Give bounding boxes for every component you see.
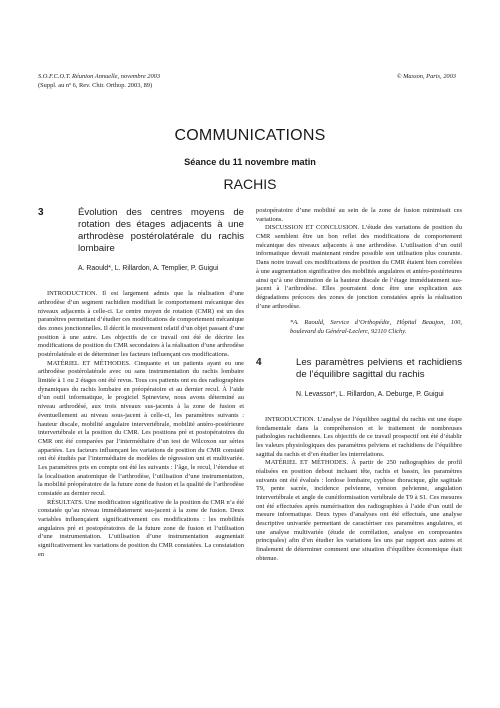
right-column xyxy=(256,207,462,564)
left-column xyxy=(38,207,244,560)
copyright-notice: © Masson, Paris, 2003 xyxy=(396,73,456,80)
results-paragraph: RÉSULTATS. Une modification significative de la position du CMR n’a été constatée qu’au niveau immédiatement sus-jacent à la zone de fusion. Deux variables influençaient significativement ces modifications : les mobilités angulaires pré et postopératoires de la future zone de fusion et l’utilisation d’une instrumentation. L’utilisation d’une instrumentation augmentait significativement les variations de position du CMR constatées. La constatation en xyxy=(38,498,244,558)
section-title: COMMUNICATIONS xyxy=(174,127,326,144)
article-number: 3 xyxy=(38,207,44,218)
introduction-paragraph: INTRODUCTION. Il est largement admis que la réalisation d’une arthrodèse d’un segment rachidien modifiait le comportement mécanique des niveaux adjacents à celle-ci. Le centre moyen de rotation (CMR) est un des paramètres permettant d’étudier ces modifications de comportement mécanique des zones jonctionnelles. Il décrit le mouvement relatif d’un objet passant d’une position à une autre. Les objectifs de ce travail ont été de décrire les modifications de position du CMR secondaires à la réalisation d’une arthrodèse postérolatérale et de déterminer les facteurs influençant ces modifications. xyxy=(38,290,244,359)
rubric-heading: RACHIS xyxy=(223,176,277,192)
discussion-paragraph: DISCUSSION ET CONCLUSION. L’étude des variations de position du CMR semblent être un bon reflet des modifications de comportement mécanique des niveaux adjacents à une arthrodèse. L’utilisation d’un outil informatique devrait maintenant rendre possible son utilisation plus courante. Dans notre travail ces modifications de position du CMR étaient bien corrélées à une augmentation significative des mobilités angulaires et antéro-postérieures ainsi qu’à une diminution de la hauteur discale de l’étage immédiatement sus-jacent à l’arthrodèse. Elles pourraient donc être une explication aux dégradations précoces des zones de jonction constatées après la réalisation d’une arthrodèse. xyxy=(256,224,462,310)
running-header-left xyxy=(38,73,278,90)
article-title: Les paramètres pelviens et rachidiens de l’équilibre sagittal du rachis xyxy=(296,356,462,380)
methods-paragraph: MATÉRIEL ET MÉTHODES. À partir de 250 radiographies de profil réalisées en position debout incluant tête, rachis et bassin, les paramètres suivants ont été évalués : lordose lombaire, cyphose thoracique, gîte sagittale T9, pente sacrée, incidence pelvienne, version pelvienne, angulation intervertébrale et angle de cunéiformisation vertébrale de T9 à S1. Ces mesures ont été effectuées après numérisation des radiographies à l’aide d’un outil de mesure informatique. Deux types d’analyses ont été effectués, une analyse descriptive univariée permettant de caractériser ces paramètres angulaires, et une analyse multivariée (étude de corrélation, analyse en composantes principales) afin d’en étudier les variations les uns par rapport aux autres et finalement de déterminer comment une situation d’équilibre économique était obtenue. xyxy=(256,459,462,562)
supplement-reference: (Suppl. au nº 6, Rev. Chir. Orthop. 2003, 89) xyxy=(38,81,153,89)
article-authors: N. Levassor*, L. Rillardon, A. Deburge, P. Guigui xyxy=(296,390,444,398)
methods-paragraph: MATÉRIEL ET MÉTHODES. Cinquante et un patients ayant eu une arthrodèse postérolatérale avec ou sans instrumentation du rachis lombaire limitée à 1 ou 2 étages ont été revus. Tous ces patients ont eu des radiographies dynamiques du rachis lombaire en préopératoire et au dernier recul. À l’aide d’un outil informatique, le progiciel Spineview, nous avons déterminé au niveau arthrodésé, aux trois niveaux sus-jacents à la zone de fusion et éventuellement au niveau sous-jacent à celle-ci, les paramètres suivants : hauteur discale, mobilité angulaire intervertébrale, mobilité antéro-postérieure intervertébrale et la position du CMR. Les positions pré et postopératoires du CMR ont été comparées par l’intermédiaire d’un test de Wilcoxon sur séries appariées. Les facteurs influençant les variations de position du CMR constaté ont été étudiés par l’intermédiaire de modèles de régression uni et multivariée. Les paramètres pris en compte ont été les suivants : l’âge, le recul, l’étendue et la localisation anatomique de l’arthrodèse, l’utilisation d’une instrumentation, la mobilité préopératoire de la future zone de fusion et la qualité de l’arthrodèse constatée au dernier recul. xyxy=(38,359,244,498)
article-title: Évolution des centres moyens de rotation des étages adjacents à une arthrodèse postérolatérale du rachis lombaire xyxy=(78,207,244,254)
session-heading: Séance du 11 novembre matin xyxy=(184,157,316,167)
article-3-header xyxy=(38,207,244,273)
article-authors: A. Raould*, L. Rillardon, A. Templier, P. Guigui xyxy=(78,265,219,272)
results-continuation: postopératoire d’une mobilité au sein de la zone de fusion minimisait ces variations. xyxy=(256,207,462,223)
article-4-header xyxy=(256,357,462,399)
journal-name: S.O.F.C.O.T. Réunion Annuelle, novembre 2003 xyxy=(38,73,161,80)
article-number: 4 xyxy=(256,356,262,368)
introduction-paragraph: INTRODUCTION. L’analyse de l’équilibre sagittal du rachis est une étape fondamentale dans la compréhension et le traitement de nombreuses pathologies rachidiennes. Les objectifs de ce travail prospectif ont été d’établir les valeurs physiologiques des paramètres pelviens et rachidiens de l’équilibre sagittal du rachis et d’en étudier les interrelations. xyxy=(256,415,462,458)
author-address: *A. Raould, Service d’Orthopédie, Hôpital Beaujon, 100, boulevard du Général-Leclerc, 92110 Clichy. xyxy=(290,319,462,335)
